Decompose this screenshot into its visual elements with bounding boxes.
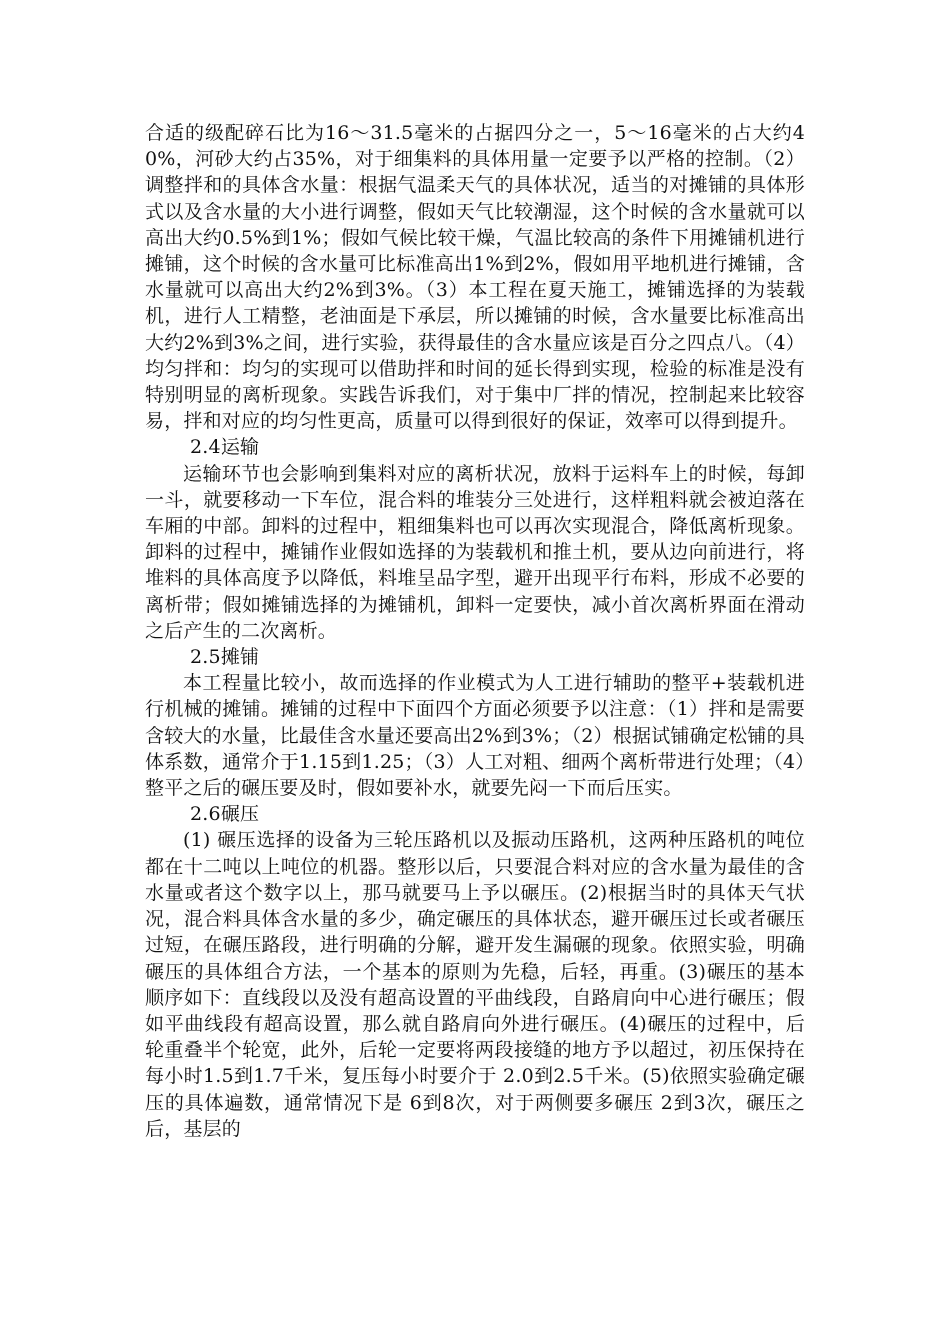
section-heading-paving: 2.5摊铺 xyxy=(190,646,260,669)
paragraph-aggregate-mix: 合适的级配碎石比为16～31.5毫米的占据四分之一，5～16毫米的占大约40%，河砂大约占35%，对于细集料的具体用量一定要予以严格的控制。（2）调整拌和的具体含水量：根据气温柔天气的具体状况，适当的对摊铺的具体形式以及含水量的大小进行调整，假如天气比较潮湿，这个时候的含水量就可以高出大约0.5%到1%；假如气候比较干燥，气温比较高的条件下用摊铺机进行摊铺，这个时候的含水量可比标准高出1%到2%，假如用平地机进行摊铺，含水量就可以高出大约2%到3%。（3）本工程在夏天施工，摊铺选择的为装载机，进行人工精整，老油面是下承层，所以摊铺的时候，含水量要比标准高出大约2%到3%之间，进行实验，获得最佳的含水量应该是百分之四点八。（4）均匀拌和：均匀的实现可以借助拌和时间的延长得到实现，检验的标准是没有特别明显的离析现象。实践告诉我们，对于集中厂拌的情况，控制起来比较容易，拌和对应的均匀性更高，质量可以得到很好的保证，效率可以得到提升。 xyxy=(145,122,805,433)
paragraph-paving: 本工程量比较小，故而选择的作业模式为人工进行辅助的整平+装载机进行机械的摊铺。摊铺的过程中下面四个方面必须要予以注意：（1）拌和是需要含较大的水量，比最佳含水量还要高出2%到3%；（2）根据试铺确定松铺的具体系数，通常介于1.15到1.25；（3）人工对粗、细两个离析带进行处理；（4）整平之后的碾压要及时，假如要补水，就要先闷一下而后压实。 xyxy=(145,672,805,800)
paragraph-transport: 运输环节也会影响到集料对应的离析状况，放料于运料车上的时候，每卸一斗，就要移动一下车位，混合料的堆装分三处进行，这样粗料就会被迫落在车厢的中部。卸料的过程中，粗细集料也可以再次实现混合，降低离析现象。卸料的过程中，摊铺作业假如选择的为装载机和推土机，要从边向前进行，将堆料的具体高度予以降低，料堆呈品字型，避开出现平行布料，形成不必要的离析带；假如摊铺选择的为摊铺机，卸料一定要快，减小首次离析界面在滑动之后产生的二次离析。 xyxy=(145,462,805,642)
section-heading-rolling: 2.6碾压 xyxy=(190,803,260,826)
paragraph-rolling: (1) 碾压选择的设备为三轮压路机以及振动压路机，这两种压路机的吨位都在十二吨以上吨位的机器。整形以后，只要混合料对应的含水量为最佳的含水量或者这个数字以上，那马就要马上予以碾压。(2)根据当时的具体天气状况，混合料具体含水量的多少，确定碾压的具体状态，避开碾压过长或者碾压过短，在碾压路段，进行明确的分解，避开发生漏碾的现象。依照实验，明确碾压的具体组合方法，一个基本的原则为先稳，后轻，再重。(3)碾压的基本顺序如下：直线段以及没有超高设置的平曲线段，自路肩向中心进行碾压；假如平曲线段有超高设置，那么就自路肩向外进行碾压。(4)碾压的过程中，后轮重叠半个轮宽，此外，后轮一定要将两段接缝的地方予以超过，初压保持在每小时1.5到1.7千米，复压每小时要介于 2.0到2.5千米。(5)依照实验确定碾压的具体遍数，通常情况下是 6到8次，对于两侧要多碾压 2到3次，碾压之后，基层的 xyxy=(145,829,805,1140)
document-body xyxy=(145,120,805,1142)
section-heading-transport: 2.4运输 xyxy=(190,436,260,459)
